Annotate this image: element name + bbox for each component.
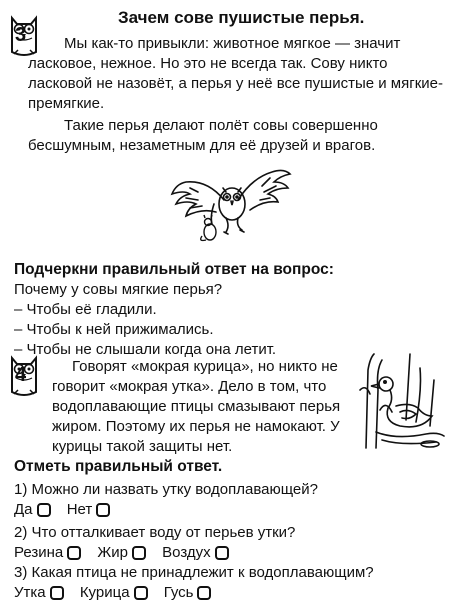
checkbox-gus[interactable]	[197, 586, 211, 600]
task-3-number: 3	[15, 24, 27, 46]
task-4-instruction: Отметь правильный ответ.	[14, 458, 223, 475]
task-4-owl-badge-icon	[8, 352, 40, 398]
task-3-answer-1[interactable]: – Чтобы её гладили.	[14, 301, 157, 318]
checkbox-rezina[interactable]	[67, 546, 81, 560]
task-4-paragraph: Говорят «мокрая курица», но никто не говорит «мокрая утка». Дело в том, что водоплавающие птицы смазывают перья жиром. Поэтому их перья не намокают. У курицы такой защиты нет.	[52, 358, 341, 455]
option-label: Нет	[66, 501, 93, 518]
task-3-paragraph-1: Мы как-то привыкли: животное мягкое — значит ласковое, нежное. Но это не всегда так. Сову никто ласковой не назовёт, а перья у неё все пушистые и мягкие-премягкие.	[28, 35, 443, 112]
checkbox-vozdukh[interactable]	[215, 546, 229, 560]
option-label: Да	[14, 501, 33, 518]
option-label: Гусь	[163, 584, 194, 601]
option-label: Утка	[14, 584, 46, 601]
duck-in-reeds-illustration	[356, 350, 448, 450]
task-4-q3-options	[14, 584, 217, 601]
task-4-number: 4	[15, 364, 27, 386]
option-label: Курица	[79, 584, 130, 601]
task-3-instruction: Подчеркни правильный ответ на вопрос:	[14, 261, 334, 278]
task-3-question: Почему у совы мягкие перья?	[14, 281, 223, 298]
task-4-question-3: 3) Какая птица не принадлежит к водоплавающим?	[14, 564, 374, 581]
task-4-q1-options	[14, 501, 116, 518]
task-3-answer-3[interactable]: – Чтобы не слышали когда она летит.	[14, 341, 277, 358]
task-4-question-1: 1) Можно ли назвать утку водоплавающей?	[14, 481, 318, 498]
task-3-answer-2[interactable]: – Чтобы к ней прижимались.	[14, 321, 214, 338]
task-3-paragraph-2: Такие перья делают полёт совы совершенно бесшумным, незаметным для её друзей и врагов.	[28, 117, 378, 154]
checkbox-net[interactable]	[96, 503, 110, 517]
checkbox-utka[interactable]	[50, 586, 64, 600]
option-label: Воздух	[162, 544, 211, 561]
task-4-question-2: 2) Что отталкивает воду от перьев утки?	[14, 524, 296, 541]
flying-owl-illustration	[168, 160, 294, 244]
checkbox-da[interactable]	[37, 503, 51, 517]
checkbox-kuritsa[interactable]	[134, 586, 148, 600]
task-4-q2-options	[14, 544, 235, 561]
option-label: Жир	[97, 544, 128, 561]
option-label: Резина	[14, 544, 64, 561]
task-3-title: Зачем сове пушистые перья.	[118, 8, 365, 27]
checkbox-zhir[interactable]	[132, 546, 146, 560]
